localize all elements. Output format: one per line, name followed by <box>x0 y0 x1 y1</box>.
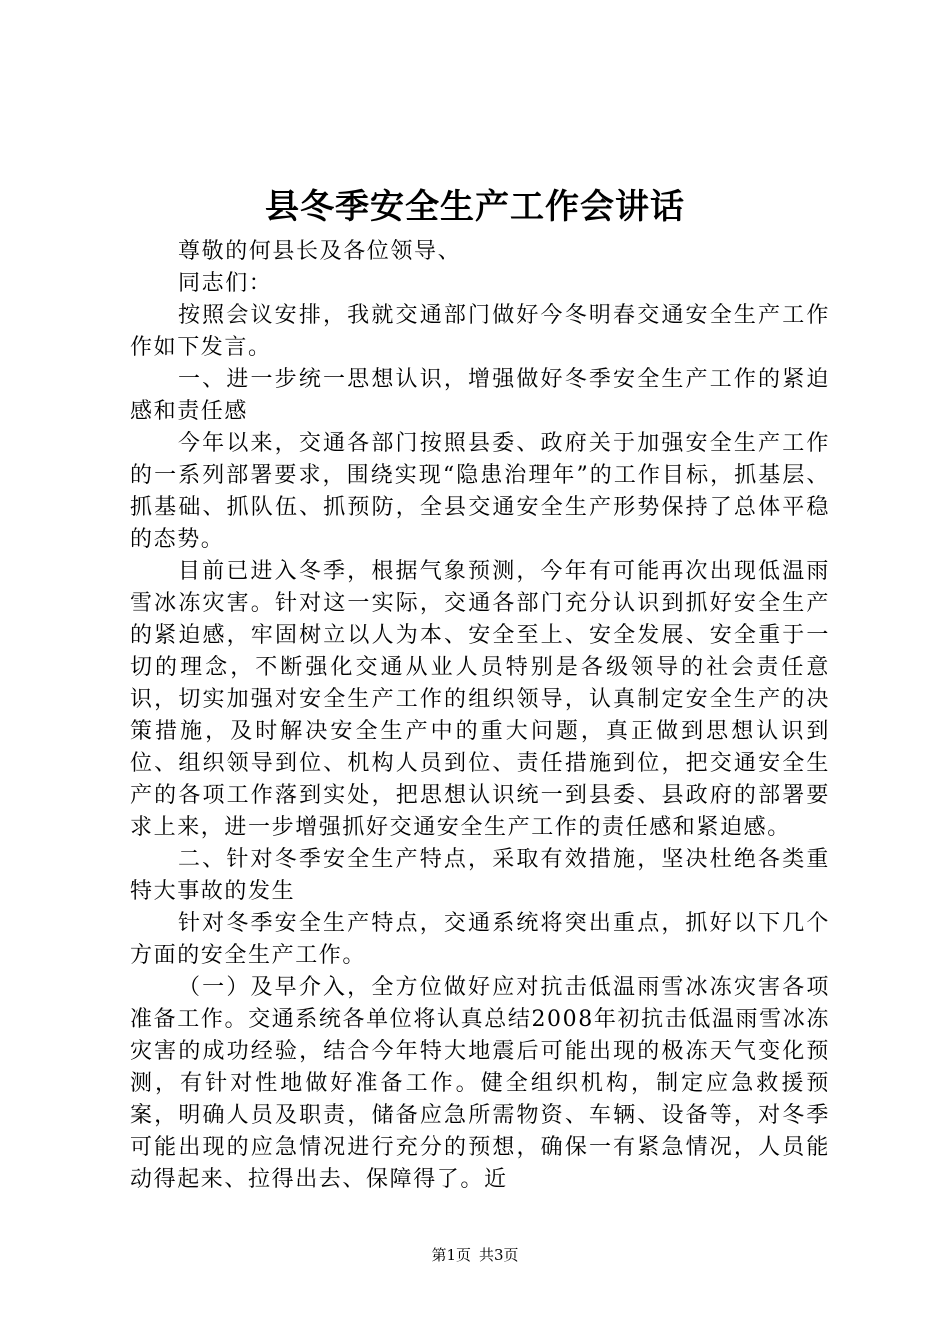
body-paragraph: 今年以来，交通各部门按照县委、政府关于加强安全生产工作的一系列部署要求，围绕实现“隐患治理年”的工作目标，抓基层、抓基础、抓队伍、抓预防，全县交通安全生产形势保持了总体平稳的态势。 <box>130 431 830 552</box>
intro-paragraph: 按照会议安排，我就交通部门做好今冬明春交通安全生产工作作如下发言。 <box>130 303 830 360</box>
body-paragraph: 目前已进入冬季，根据气象预测，今年有可能再次出现低温雨雪冰冻灾害。针对这一实际，交通各部门充分认识到抓好安全生产的紧迫感，牢固树立以人为本、安全至上、安全发展、安全重于一切的理念，不断强化交通从业人员特别是各级领导的社会责任意识，切实加强对安全生产工作的组织领导，认真制定安全生产的决策措施，及时解决安全生产中的重大问题，真正做到思想认识到位、组织领导到位、机构人员到位、责任措施到位，把交通安全生产的各项工作落到实处，把思想认识统一到县委、县政府的部署要求上来，进一步增强抓好交通安全生产工作的责任感和紧迫感。 <box>130 559 830 840</box>
page-total: 共3页 <box>479 1246 519 1264</box>
body-paragraph: 针对冬季安全生产特点，交通系统将突出重点，抓好以下几个方面的安全生产工作。 <box>130 911 830 968</box>
salutation-line-2: 同志们： <box>178 271 273 296</box>
section-heading-1: 一、进一步统一思想认识，增强做好冬季安全生产工作的紧迫感和责任感 <box>130 367 830 424</box>
section-heading-2: 二、针对冬季安全生产特点，采取有效措施，坚决杜绝各类重特大事故的发生 <box>130 847 830 904</box>
page-footer <box>0 1244 950 1266</box>
document-title: 县冬季安全生产工作会讲话 <box>265 187 685 227</box>
body-paragraph: （一）及早介入，全方位做好应对抗击低温雨雪冰冻灾害各项准备工作。交通系统各单位将认真总结2008年初抗击低温雨雪冰冻灾害的成功经验，结合今年特大地震后可能出现的极冻天气变化预测，有针对性地做好准备工作。健全组织机构，制定应急救援预案，明确人员及职责，储备应急所需物资、车辆、设备等，对冬季可能出现的应急情况进行充分的预想，确保一有紧急情况，人员能动得起来、拉得出去、保障得了。近 <box>130 975 830 1192</box>
document-body <box>130 236 830 1196</box>
page-number: 第1页 <box>431 1246 471 1264</box>
salutation-line-1: 尊敬的何县长及各位领导、 <box>178 239 462 264</box>
